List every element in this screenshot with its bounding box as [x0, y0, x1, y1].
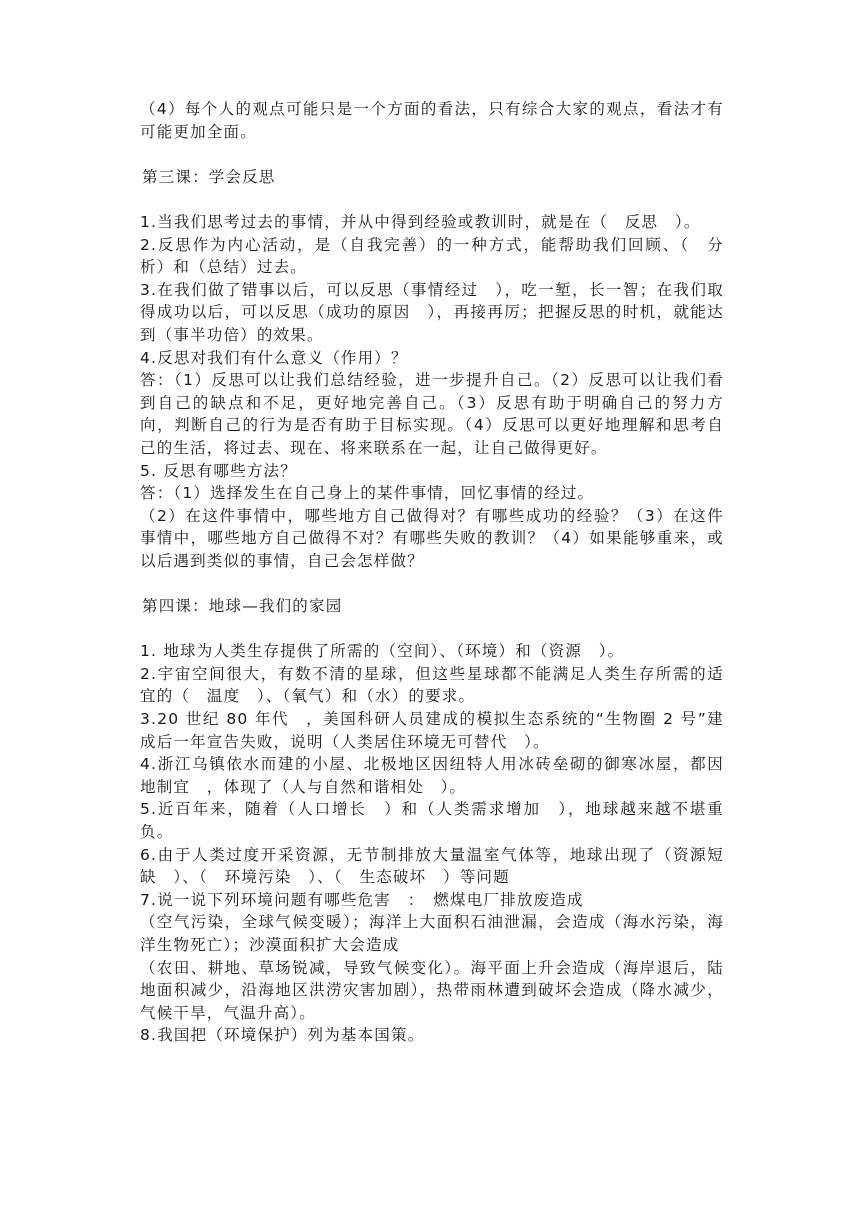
- lesson4-item-6: 6.由于人类过度开采资源，无节制排放大量温室气体等，地球出现了（资源短缺 ）、（ 环境污染 ）、（ 生态破坏 ）等问题: [140, 845, 724, 887]
- spacer: [140, 618, 724, 641]
- lesson4-item-2: 2.宇宙空间很大，有数不清的星球，但这些星球都不能满足人类生存所需的适宜的（ 温度 ）、（氧气）和（水）的要求。: [140, 664, 724, 706]
- lesson3-answer-4: 答：（1）反思可以让我们总结经验，进一步提升自己。（2）反思可以让我们看到自己的缺点和不足，更好地完善自己。（3）反思有助于明确自己的努力方向，判断自己的行为是否有助于目标实现。（4）反思可以更好地理解和思考自己的生活，将过去、现在、将来联系在一起，让自己做得更好。: [140, 371, 724, 457]
- lesson4-item-7-cont-b: （农田、耕地、草场锐减，导致气候变化）。海平面上升会造成（海岸退后，陆地面积减少，沿海地区洪涝灾害加剧），热带雨林遭到破坏会造成（降水减少，气候干旱，气温升高）。: [140, 958, 724, 1022]
- lesson4-item-7-cont-a: （空气污染，全球气候变暖）；海洋上大面积石油泄漏，会造成（海水污染，海洋生物死亡）；沙漠面积扩大会造成: [140, 913, 724, 954]
- lesson4-item-3: 3.20 世纪 80 年代 ，美国科研人员建成的模拟生态系统的“生物圈 2 号”建成后一年宣告失败，说明（人类居住环境无可替代 ）。: [140, 710, 724, 751]
- lesson3-answer-5a: 答：（1）选择发生在自己身上的某件事情，回忆事情的经过。: [140, 484, 595, 503]
- lesson4-item-8: 8.我国把（环境保护）列为基本国策。: [140, 1026, 425, 1045]
- lesson4-item-1: 1. 地球为人类生存提供了所需的（空间）、（环境）和（资源 ）。: [140, 642, 625, 661]
- spacer: [140, 143, 724, 166]
- intro-paragraph: （4）每个人的观点可能只是一个方面的看法，只有综合大家的观点，看法才有可能更加全面。: [140, 100, 724, 141]
- lesson4-item-5: 5.近百年来，随着（人口增长 ）和（人类需求增加 ），地球越来越不堪重负。: [140, 800, 724, 841]
- spacer: [140, 188, 724, 211]
- lesson4-title: 第四课：地球—我们的家园: [142, 597, 343, 616]
- lesson3-item-5: 5. 反思有哪些方法？: [140, 461, 297, 480]
- document-page: [140, 98, 724, 1047]
- lesson3-title: 第三课：学会反思: [142, 167, 276, 186]
- lesson4-item-7: 7.说一说下列环境问题有哪些危害 ： 燃煤电厂排放废造成: [140, 890, 584, 909]
- lesson3-item-4: 4.反思对我们有什么意义（作用）？: [140, 348, 408, 367]
- spacer: [140, 572, 724, 595]
- lesson4-item-4: 4.浙江乌镇依水而建的小屋、北极地区因纽特人用冰砖垒砌的御寒冰屋，都因地制宜 ，体现了（人与自然和谐相处 ）。: [140, 755, 724, 796]
- lesson3-answer-5b: （2）在这件事情中，哪些地方自己做得对？有哪些成功的经验？（3）在这件事情中，哪些地方自己做得不对？有哪些失败的教训？（4）如果能够重来，或以后遇到类似的事情，自己会怎样做？: [140, 506, 724, 570]
- lesson3-item-2: 2.反思作为内心活动，是（自我完善）的一种方式，能帮助我们回顾、（ 分析）和（总结）过去。: [140, 235, 724, 277]
- lesson3-item-1: 1.当我们思考过去的事情，并从中得到经验或教训时，就是在（ 反思 ）。: [140, 212, 701, 231]
- lesson3-item-3: 3.在我们做了错事以后，可以反思（事情经过 ），吃一堑，长一智；在我们取得成功以后，可以反思（成功的原因 ），再接再厉；把握反思的时机，就能达到（事半功倍）的效果。: [140, 280, 724, 344]
